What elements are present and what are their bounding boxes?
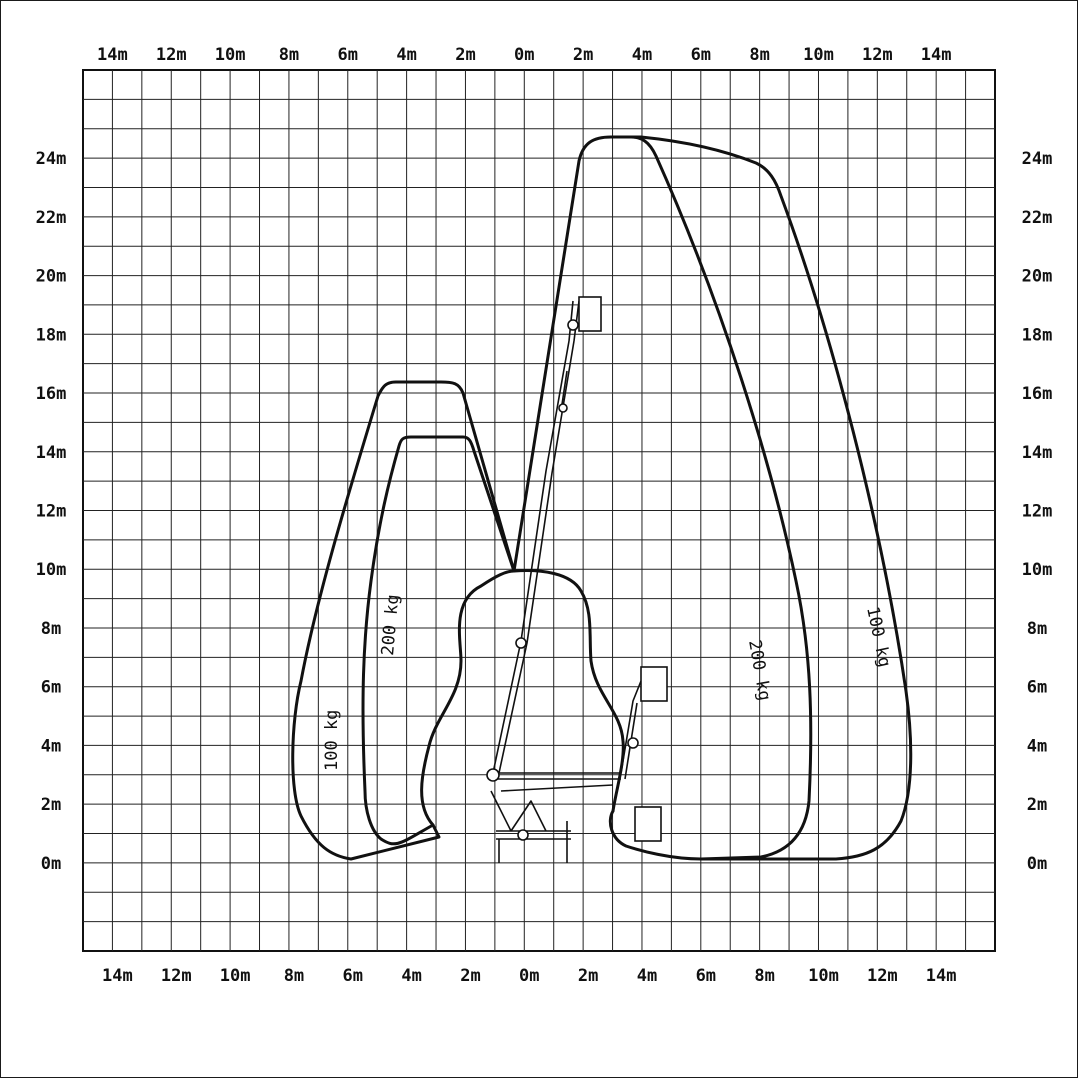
- x-tick-label-bottom: 6m: [695, 966, 717, 986]
- y-tick-label-left: 2m: [40, 795, 62, 816]
- x-tick-label-top: 10m: [803, 45, 834, 65]
- x-tick-label-top: 6m: [690, 45, 712, 65]
- x-tick-label-top: 4m: [631, 45, 653, 65]
- x-tick-label-top: 4m: [396, 45, 417, 65]
- y-tick-label-left: 4m: [40, 736, 62, 757]
- x-tick-label-top: 6m: [337, 45, 359, 65]
- y-tick-label-left: 22m: [35, 207, 67, 228]
- lower-joint: [628, 738, 638, 748]
- basket-high: [579, 297, 601, 331]
- working-range-diagram: [1, 1, 1078, 1079]
- y-tick-label-right: 10m: [1021, 560, 1053, 581]
- label-right-100kg: 100 kg: [862, 604, 895, 670]
- grid: [83, 70, 995, 951]
- envelope-right-200kg: [514, 137, 811, 859]
- x-tick-label-bottom: 14m: [925, 966, 957, 986]
- x-tick-label-bottom: 2m: [577, 966, 599, 986]
- x-tick-label-top: 14m: [920, 45, 952, 65]
- y-tick-label-right: 20m: [1021, 266, 1053, 287]
- chassis: [491, 791, 571, 863]
- y-tick-label-right: 8m: [1026, 618, 1048, 639]
- x-tick-label-bottom: 8m: [754, 966, 775, 986]
- y-tick-label-right: 6m: [1026, 677, 1048, 698]
- x-tick-label-bottom: 12m: [866, 966, 898, 986]
- y-tick-label-left: 12m: [35, 501, 67, 522]
- y-tick-label-right: 2m: [1026, 795, 1048, 816]
- x-tick-label-bottom: 12m: [160, 966, 192, 986]
- x-tick-label-top: 2m: [572, 45, 594, 65]
- x-tick-label-bottom: 0m: [519, 966, 540, 986]
- y-tick-label-right: 12m: [1021, 501, 1053, 522]
- boom-joint-mid: [516, 638, 526, 648]
- y-tick-label-right: 22m: [1021, 207, 1053, 228]
- x-tick-label-top: 0m: [514, 45, 535, 65]
- y-tick-label-right: 4m: [1026, 736, 1048, 757]
- y-tick-label-left: 10m: [35, 560, 67, 581]
- x-tick-label-bottom: 14m: [102, 966, 133, 986]
- y-tick-label-left: 0m: [40, 853, 62, 874]
- x-tick-label-bottom: 8m: [283, 966, 305, 986]
- y-tick-label-left: 6m: [40, 677, 62, 698]
- x-tick-label-bottom: 6m: [342, 966, 364, 986]
- label-right-200kg: 200 kg: [744, 638, 775, 703]
- envelope-left-100kg: [293, 382, 514, 859]
- x-tick-label-top: 8m: [278, 45, 300, 65]
- x-tick-label-top: 12m: [861, 45, 893, 65]
- y-tick-label-right: 16m: [1021, 384, 1053, 405]
- y-tick-label-left: 24m: [35, 149, 67, 170]
- x-tick-label-bottom: 4m: [636, 966, 658, 986]
- y-tick-label-right: 14m: [1021, 442, 1053, 463]
- basket-joint-high: [568, 320, 578, 330]
- y-tick-label-left: 20m: [35, 266, 67, 287]
- axis-ticks: [36, 45, 1053, 986]
- y-tick-label-right: 18m: [1021, 325, 1053, 346]
- boom-joint-high: [559, 404, 567, 412]
- label-left-200kg: 200 kg: [378, 593, 404, 657]
- basket-mid: [641, 667, 667, 701]
- y-tick-label-right: 0m: [1026, 853, 1048, 874]
- x-tick-label-bottom: 10m: [808, 966, 839, 986]
- x-tick-label-top: 10m: [214, 45, 246, 65]
- chassis-hub: [518, 830, 528, 840]
- x-tick-label-top: 12m: [155, 45, 187, 65]
- jib-arm: [561, 301, 579, 411]
- label-left-100kg: 100 kg: [322, 709, 342, 771]
- x-tick-label-bottom: 10m: [219, 966, 251, 986]
- y-tick-label-right: 24m: [1021, 149, 1053, 170]
- x-tick-label-top: 2m: [455, 45, 476, 65]
- x-tick-label-bottom: 4m: [401, 966, 422, 986]
- x-tick-label-bottom: 2m: [460, 966, 481, 986]
- aerial-platform-machine: [487, 297, 667, 863]
- x-tick-label-top: 8m: [749, 45, 770, 65]
- envelope-right-100kg: [611, 137, 911, 859]
- x-tick-label-top: 14m: [97, 45, 128, 65]
- turret-joint: [487, 769, 499, 781]
- y-tick-label-left: 18m: [35, 325, 67, 346]
- basket-low: [635, 807, 661, 841]
- y-tick-label-left: 14m: [35, 442, 67, 463]
- y-tick-label-left: 16m: [35, 384, 67, 405]
- y-tick-label-left: 8m: [40, 618, 62, 639]
